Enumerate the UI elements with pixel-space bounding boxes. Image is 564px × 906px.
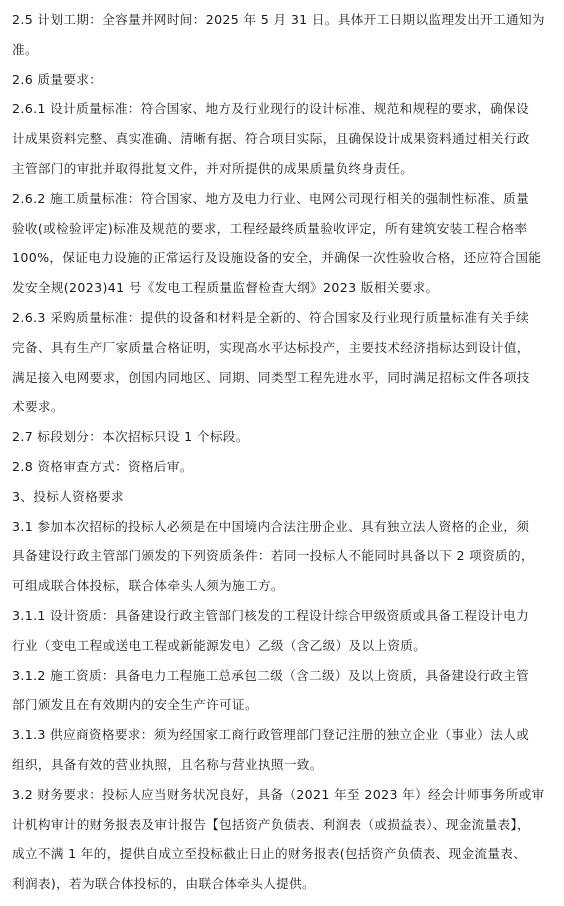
text-line: 组织，具备有效的营业执照，且名称与营业执照一致。 [12, 756, 323, 772]
text-line: 3.2 财务要求：投标人应当财务状况良好，具备（2021 年至 2023 年）经会计师事务所或审 [12, 786, 545, 802]
text-line: 100%，保证电力设施的正常运行及设施设备的安全，并确保一次性验收合格，还应符合国能 [12, 250, 542, 266]
text-line: 2.6.3 采购质量标准：提供的设备和材料是全新的、符合国家及行业现行质量标准有关手续 [12, 309, 530, 325]
text-line: 3.1.2 施工资质：具备电力工程施工总承包二级（含二级）及以上资质，具备建设行政主管 [12, 667, 530, 683]
text-line: 2.7 标段划分：本次招标只设 1 个标段。 [12, 429, 249, 445]
text-line: 利润表)，若为联合体投标的，由联合体牵头人提供。 [12, 876, 315, 892]
text-line: 2.6.1 设计质量标准：符合国家、地方及行业现行的设计标准、规范和规程的要求，确保设 [12, 101, 530, 117]
text-line: 发安全规(2023)41 号《发电工程质量监督检查大纲》2023 版相关要求。 [12, 280, 439, 296]
text-line: 3.1.3 供应商资格要求：须为经国家工商行政管理部门登记注册的独立企业（事业）法人或 [12, 727, 530, 743]
text-line: 术要求。 [12, 399, 64, 415]
text-line: 行业（变电工程或送电工程或新能源发电）乙级（含乙级）及以上资质。 [12, 637, 427, 653]
section-heading: 3、投标人资格要求 [12, 488, 124, 504]
text-line: 2.5 计划工期：全容量并网时间：2025 年 5 月 31 日。具体开工日期以监理发出开工通知为 [12, 12, 545, 27]
text-line: 成立不满 1 年的，提供自成立至投标截止日止的财务报表(包括资产负债表、现金流量表、 [12, 846, 527, 862]
text-line: 3.1.1 设计资质：具备建设行政主管部门核发的工程设计综合甲级资质或具备工程设计电力 [12, 607, 530, 623]
text-line: 2.6.2 施工质量标准：符合国家、地方及电力行业、电网公司现行相关的强制性标准、质量 [12, 190, 530, 206]
text-line: 部门颁发且在有效期内的安全生产许可证。 [12, 697, 258, 713]
text-line: 主管部门的审批并取得批复文件，并对所提供的成果质量负终身责任。 [12, 160, 414, 176]
text-line: 验收(或检验评定)标准及规范的要求，工程经最终质量验收评定，所有建筑安装工程合格率 [12, 220, 528, 236]
section-heading: 2.6 质量要求： [12, 71, 103, 87]
text-line: 3.1 参加本次招标的投标人必须是在中国境内合法注册企业、具有独立法人资格的企业，须 [12, 518, 530, 534]
text-line: 具备建设行政主管部门颁发的下列资质条件：若同一投标人不能同时具备以下 2 项资质的， [12, 548, 534, 564]
text-line: 计成果资料完整、真实准确、清晰有据、符合项目实际，且确保设计成果资料通过相关行政 [12, 131, 530, 147]
text-line: 计机构审计的财务报表及审计报告【包括资产负债表、利润表（或损益表）、现金流量表】， [12, 816, 531, 832]
text-line: 可组成联合体投标，联合体牵头人须为施工方。 [12, 578, 284, 594]
text-line: 完备、具有生产厂家质量合格证明，实现高水平达标投产，主要技术经济指标达到设计值， [12, 339, 530, 355]
text-line: 满足接入电网要求，创国内同地区、同期、同类型工程先进水平，同时满足招标文件各项技 [12, 369, 530, 385]
text-line: 准。 [12, 41, 38, 57]
text-line: 2.8 资格审查方式：资格后审。 [12, 458, 193, 474]
